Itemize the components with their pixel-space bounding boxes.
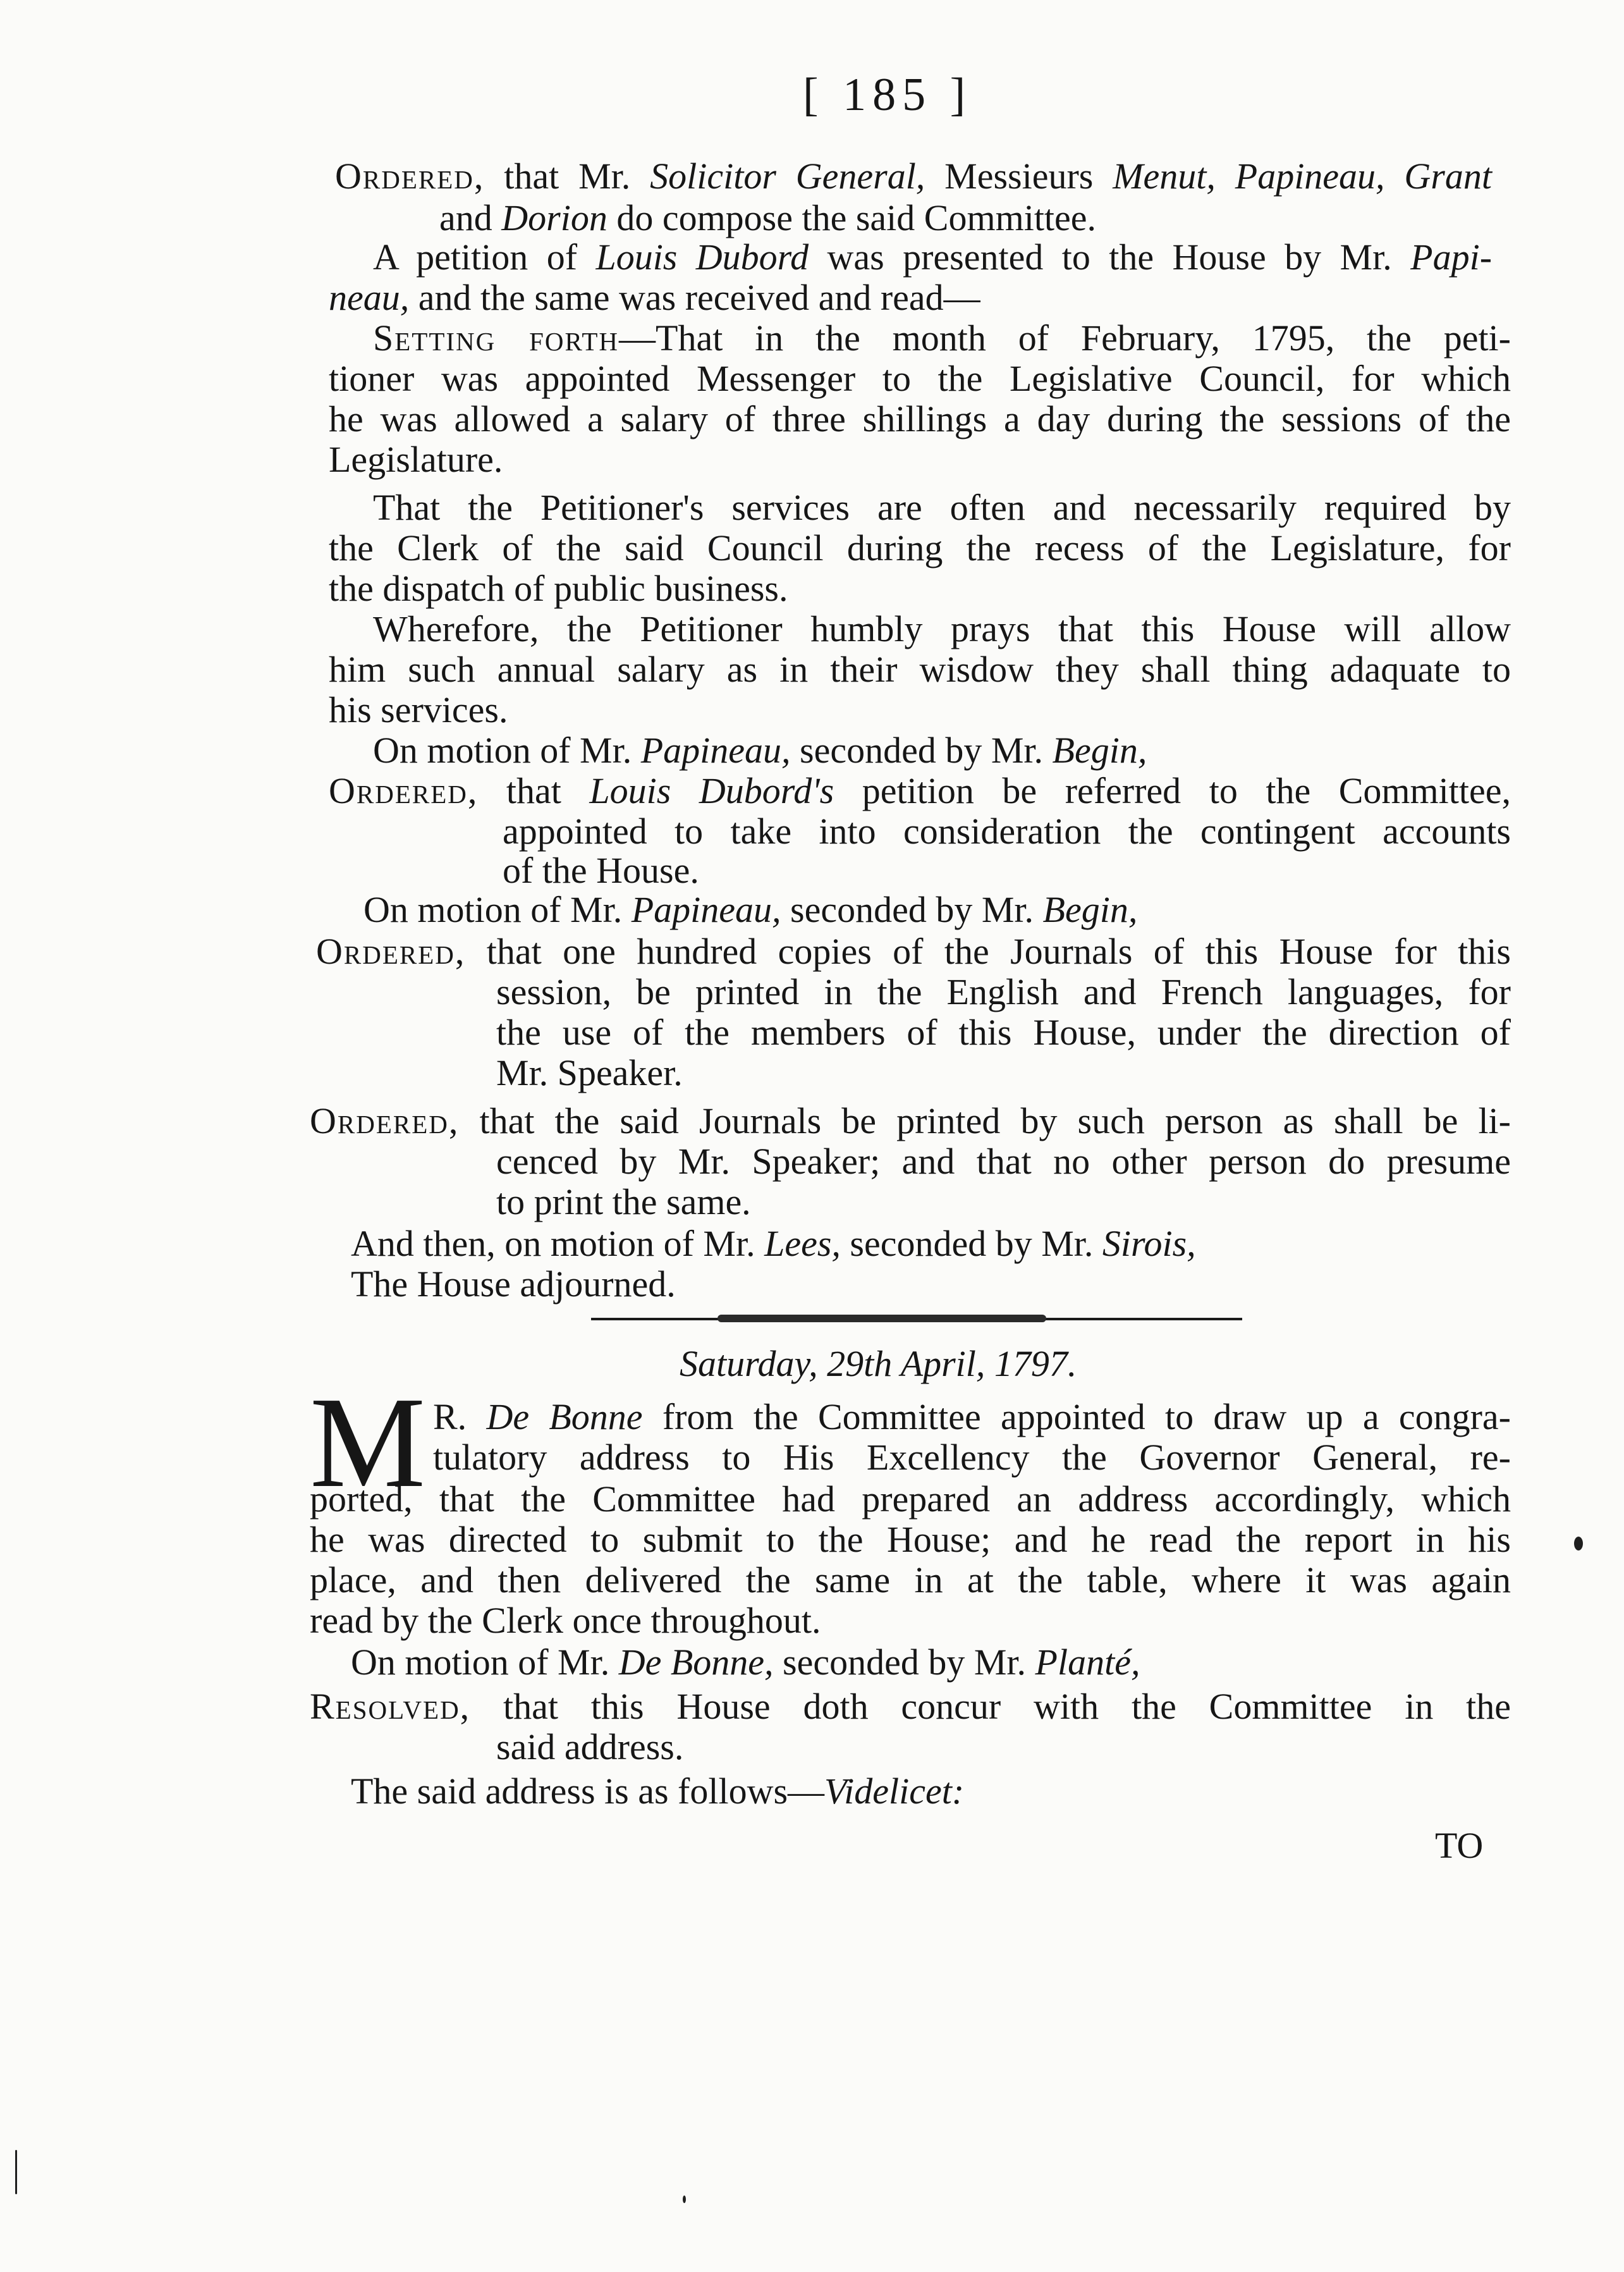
text-line: session, be printed in the English and French languages, for	[496, 971, 1511, 1012]
text-line: Setting forth—That in the month of February, 1795, the peti-	[373, 317, 1511, 359]
text-line: On motion of Mr. De Bonne, seconded by Mr. Planté,	[351, 1642, 1140, 1683]
text-line: cenced by Mr. Speaker; and that no other person do presume	[496, 1141, 1511, 1182]
text-line: tulatory address to His Excellency the Governor General, re-	[433, 1437, 1511, 1478]
text-line: the use of the members of this House, under the direction of	[496, 1012, 1511, 1053]
text-line: appointed to take into consideration the contingent accounts	[503, 811, 1511, 852]
text-line: R. De Bonne from the Committee appointed to draw up a congra-	[433, 1396, 1511, 1437]
section-divider	[591, 1314, 1242, 1324]
page-number: [ 185 ]	[803, 69, 972, 121]
ink-speck	[15, 2150, 17, 2194]
text-line: That the Petitioner's services are often and necessarily required by	[373, 487, 1511, 528]
text-line: read by the Clerk once throughout.	[310, 1600, 821, 1641]
text-line: Mr. Speaker.	[496, 1052, 683, 1093]
catchword: TO	[1435, 1825, 1484, 1866]
text-line: Ordered, that Louis Dubord's petition be referred to the Committee,	[329, 770, 1511, 811]
text-line: said address.	[496, 1726, 684, 1767]
text-line: And then, on motion of Mr. Lees, seconded by Mr. Sirois,	[351, 1223, 1196, 1264]
ink-speck	[1574, 1537, 1583, 1550]
date-heading: Saturday, 29th April, 1797.	[680, 1343, 1077, 1384]
text-line: neau, and the same was received and read—	[329, 277, 980, 318]
text-line: On motion of Mr. Papineau, seconded by Mr. Begin,	[373, 730, 1147, 771]
text-line: place, and then delivered the same in at the table, where it was again	[310, 1559, 1511, 1600]
text-line: and Dorion do compose the said Committee.	[439, 197, 1097, 238]
text-line: ported, that the Committee had prepared an address accordingly, which	[310, 1478, 1511, 1520]
text-line: the dispatch of public business.	[329, 568, 788, 609]
text-line: A petition of Louis Dubord was presented to the House by Mr. Papi-	[373, 236, 1493, 278]
text-line: Legislature.	[329, 439, 503, 480]
ordered-label: Ordered,	[335, 156, 485, 197]
text-line: the Clerk of the said Council during the recess of the Legislature, for	[329, 527, 1511, 568]
text-line: of the House.	[503, 850, 699, 891]
text-line: Resolved, that this House doth concur with the Committee in the	[310, 1686, 1511, 1727]
text-line: his services.	[329, 689, 508, 730]
text-line: he was allowed a salary of three shillings a day during the sessions of the	[329, 398, 1511, 439]
text-line: Ordered, that Mr. Solicitor General, Messieurs Menut, Papineau, Grant	[335, 156, 1492, 197]
text-line: Ordered, that the said Journals be printed by such person as shall be li-	[310, 1100, 1511, 1141]
text-line: The House adjourned.	[351, 1263, 676, 1305]
text-line: Wherefore, the Petitioner humbly prays that this House will allow	[373, 608, 1511, 649]
drop-cap: M	[310, 1370, 426, 1514]
text-line: him such annual salary as in their wisdow they shall thing adaquate to	[329, 649, 1511, 690]
text-line: Ordered, that one hundred copies of the Journals of this House for this	[316, 931, 1511, 972]
ink-speck	[683, 2195, 686, 2203]
text-line: The said address is as follows—Videlicet:	[351, 1771, 965, 1812]
text-line: tioner was appointed Messenger to the Legislative Council, for which	[329, 358, 1511, 399]
text-line: On motion of Mr. Papineau, seconded by Mr. Begin,	[363, 889, 1138, 930]
text-line: to print the same.	[496, 1181, 751, 1222]
text-line: he was directed to submit to the House; and he read the report in his	[310, 1519, 1511, 1560]
